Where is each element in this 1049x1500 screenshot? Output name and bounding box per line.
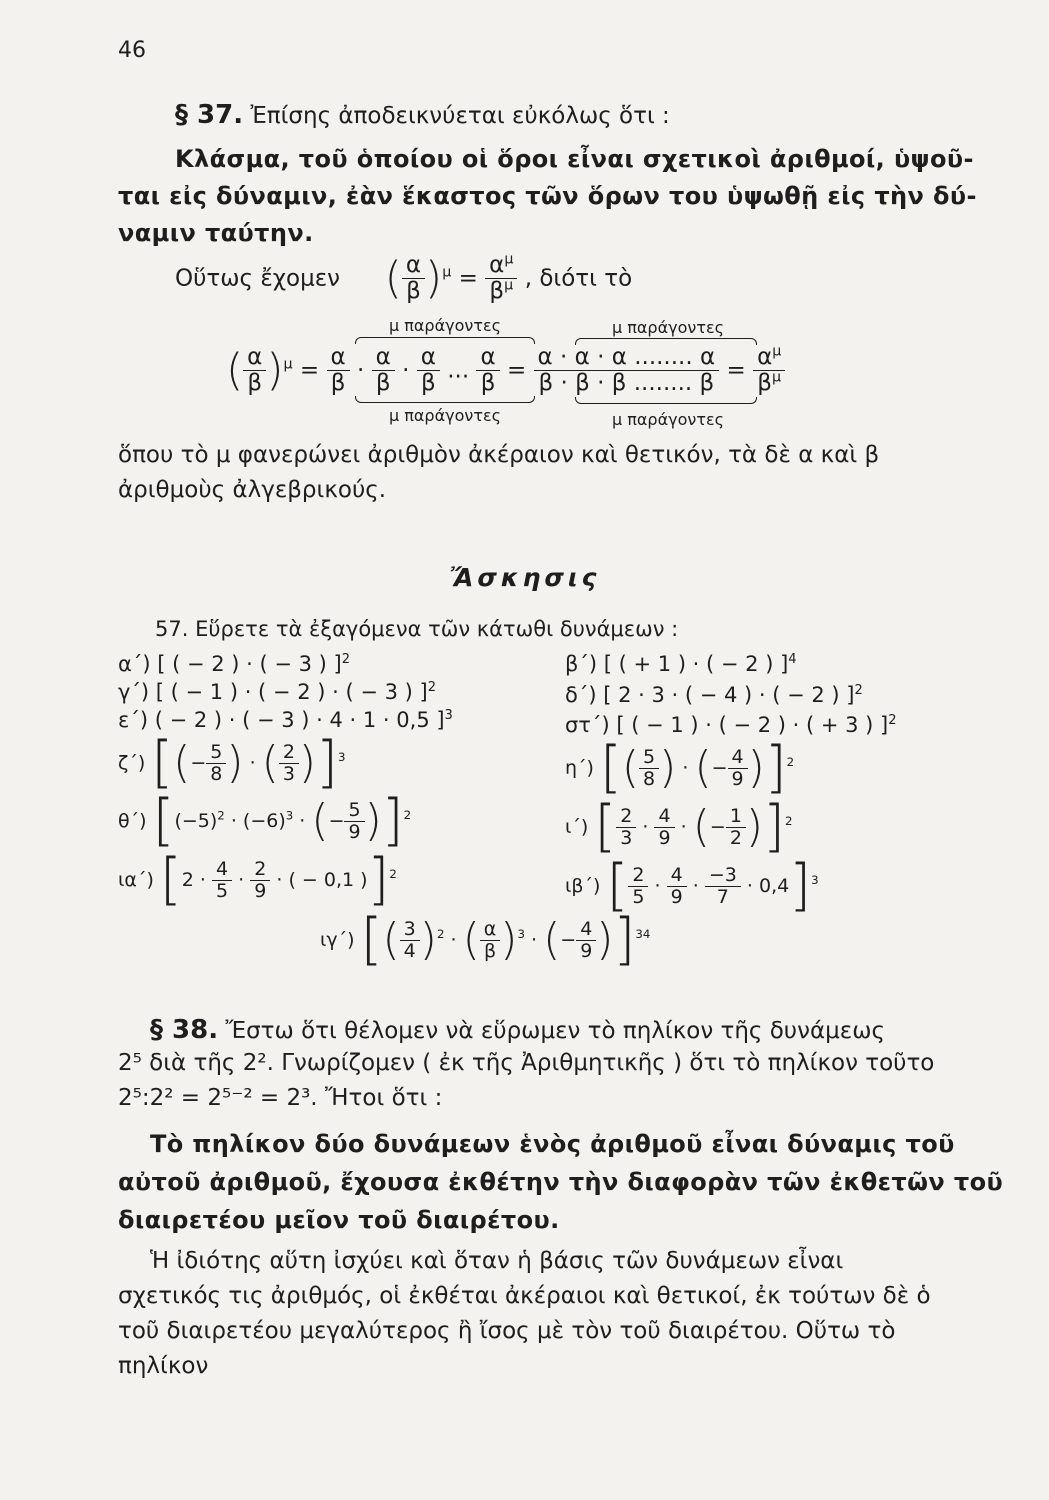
exercise-z: ζ΄) [(− $\frac{5}{8}$ ) · ( $\frac{2}{3}$ )]$^3$ bbox=[118, 730, 346, 795]
mu-factors-label-top-left: μ παράγοντες bbox=[388, 316, 501, 335]
exercise-a: α΄) [ ( − 2 ) · ( − 3 ) ]$^2$ bbox=[118, 652, 350, 676]
exercise-d: δ΄) [ 2 · 3 · ( − 4 ) · ( − 2 ) ]$^2$ bbox=[565, 683, 863, 707]
exercise-h: η΄) [( $\frac{5}{8}$ ) · (− $\frac{4}{9}$ )]$^2$ bbox=[565, 735, 795, 800]
exercise-ib: ιβ΄) [ $\frac{2}{5}$ · $\frac{4}{9}$ · $\frac{-3}{7}$ · 0,4]$^3$ bbox=[565, 853, 819, 918]
section-38-heading: § 38. bbox=[150, 1015, 219, 1045]
product-alpha: α · α · α ........ α bbox=[534, 345, 720, 371]
dioti-to-text: , διότι τὸ bbox=[524, 265, 633, 292]
exercise-st: στ΄) [ ( − 1 ) · ( − 2 ) · ( + 3 ) ]$^2$ bbox=[565, 713, 897, 737]
section-37-intro bbox=[175, 100, 670, 130]
section-38-line-1: § 38. Ἔστω ὅτι θέλομεν νὰ εὕρωμεν τὸ πηλίκον τῆς δυνάμεως bbox=[150, 1015, 885, 1045]
paragraph-line-2: σχετικός τις ἀριθμός, οἱ ἐκθέται ἀκέραιοι καὶ θετικοί, ἐκ τούτων δὲ ὁ bbox=[118, 1283, 931, 1309]
exercises-intro: 57. Εὕρετε τὰ ἐξαγόμενα τῶν κάτωθι δυνάμεων : bbox=[155, 617, 679, 641]
exercise-ig: ιγ΄) [( $\frac{3}{4}$ )$^2$ · ( $\frac{\alpha}{\beta}$ )$^3$ · (− $\frac{4}{9}$ )]$^{34}$ bbox=[320, 907, 651, 972]
brace-bottom-left bbox=[355, 396, 535, 403]
brace-bottom-right bbox=[575, 397, 757, 404]
rule-38-line-1: Τὸ πηλίκον δύο δυνάμεων ἑνὸς ἀριθμοῦ εἶναι δύναμις τοῦ bbox=[150, 1130, 955, 1158]
exercise-ia: ια΄) [2 · $\frac{4}{5}$ · $\frac{2}{9}$ · ( − 0,1 )]$^2$ bbox=[118, 847, 397, 912]
exercise-c: γ΄) [ ( − 1 ) · ( − 2 ) · ( − 3 ) ]$^2$ bbox=[118, 680, 436, 704]
rule-38-line-2: αὐτοῦ ἀριθμοῦ, ἔχουσα ἐκθέτην τὴν διαφορὰν τῶν ἐκθετῶν τοῦ bbox=[118, 1168, 1004, 1196]
section-37-intro-text: Ἐπίσης ἀποδεικνύεται εὐκόλως ὅτι : bbox=[250, 103, 670, 129]
rule-38-line-3: διαιρετέου μεῖον τοῦ διαιρέτου. bbox=[118, 1206, 560, 1234]
explanation-line-2: ἀριθμοὺς ἀλγεβρικούς. bbox=[118, 477, 387, 503]
product-beta: β · β · β ........ β bbox=[538, 370, 715, 396]
exercises-title: Ἄσκησις bbox=[450, 563, 601, 592]
section-38-line-2: 2⁵ διὰ τῆς 2². Γνωρίζομεν ( ἐκ τῆς Ἀριθμητικῆς ) ὅτι τὸ πηλίκον τοῦτο bbox=[118, 1050, 935, 1076]
exercise-th: θ΄) [$(-5)^2 \cdot (-6)^3$ · (− $\frac{5}{9}$ )]$^2$ bbox=[118, 788, 412, 853]
paragraph-line-4: πηλίκον bbox=[118, 1353, 209, 1379]
paragraph-line-1: Ἡ ἰδιότης αὕτη ἰσχύει καὶ ὅταν ἡ βάσις τῶν δυνάμεων εἶναι bbox=[150, 1248, 844, 1274]
brace-top-left bbox=[355, 337, 535, 344]
mu-factors-label-top-right: μ παράγοντες bbox=[611, 318, 724, 337]
exercise-b: β΄) [ ( + 1 ) · ( − 2 ) ]$^4$ bbox=[565, 652, 797, 676]
rule-line-3: ναμιν ταύτην. bbox=[118, 219, 314, 247]
page-number: 46 bbox=[118, 38, 146, 63]
explanation-line-1: ὅπου τὸ μ φανερώνει ἀριθμὸν ἀκέραιον καὶ θετικόν, τὰ δὲ α καὶ β bbox=[118, 442, 880, 468]
exercise-e: ε΄) ( − 2 ) · ( − 3 ) · 4 · 1 · 0,5 ]$^3$ bbox=[118, 708, 453, 732]
exercise-i: ι΄) [ $\frac{2}{3}$ · $\frac{4}{9}$ · (− $\frac{1}{2}$ )]$^2$ bbox=[565, 794, 793, 859]
rule-line-1: Κλάσμα, τοῦ ὁποίου οἱ ὅροι εἶναι σχετικοὶ ἀριθμοί, ὑψοῦ- bbox=[175, 145, 974, 173]
mu-factors-label-bottom-left: μ παράγοντες bbox=[388, 406, 501, 425]
rule-line-2: ται εἰς δύναμιν, ἐὰν ἕκαστος τῶν ὅρων του ὑψωθῇ εἰς τὴν δύ- bbox=[118, 182, 977, 210]
formula-expansion: ( $\frac{\alpha}{\beta}$ )$^\mu$ = $\frac{\alpha}{\beta}$ · $\frac{\alpha}{\beta}$ · $\frac{\alpha}{\beta}$ ... $\frac{\alpha}{\beta}$ = $\frac{\alpha \cdot \alpha \cdot \alpha ........ \alpha}{\beta \cdot \beta \cdot \beta ........ \beta}$ = $\frac{\alpha^\mu}{\beta^\mu}$ bbox=[226, 345, 785, 396]
section-38-line-3: 2⁵:2² = 2⁵⁻² = 2³. Ἤτοι ὅτι : bbox=[118, 1085, 443, 1111]
paragraph-line-3: τοῦ διαιρετέου μεγαλύτερος ἢ ἴσος μὲ τὸν τοῦ διαιρέτου. Οὕτω τὸ bbox=[118, 1318, 896, 1344]
mu-factors-label-bottom-right: μ παράγοντες bbox=[611, 410, 724, 429]
formula-outos: Οὕτως ἔχομεν ( $\frac{\alpha}{\beta}$ )$^\mu$ = $\frac{\alpha^\mu}{\beta^\mu}$ , διότι τὸ bbox=[175, 251, 633, 304]
outos-echomen-text: Οὕτως ἔχομεν bbox=[175, 265, 341, 292]
section-37-heading: § 37. bbox=[175, 100, 244, 130]
